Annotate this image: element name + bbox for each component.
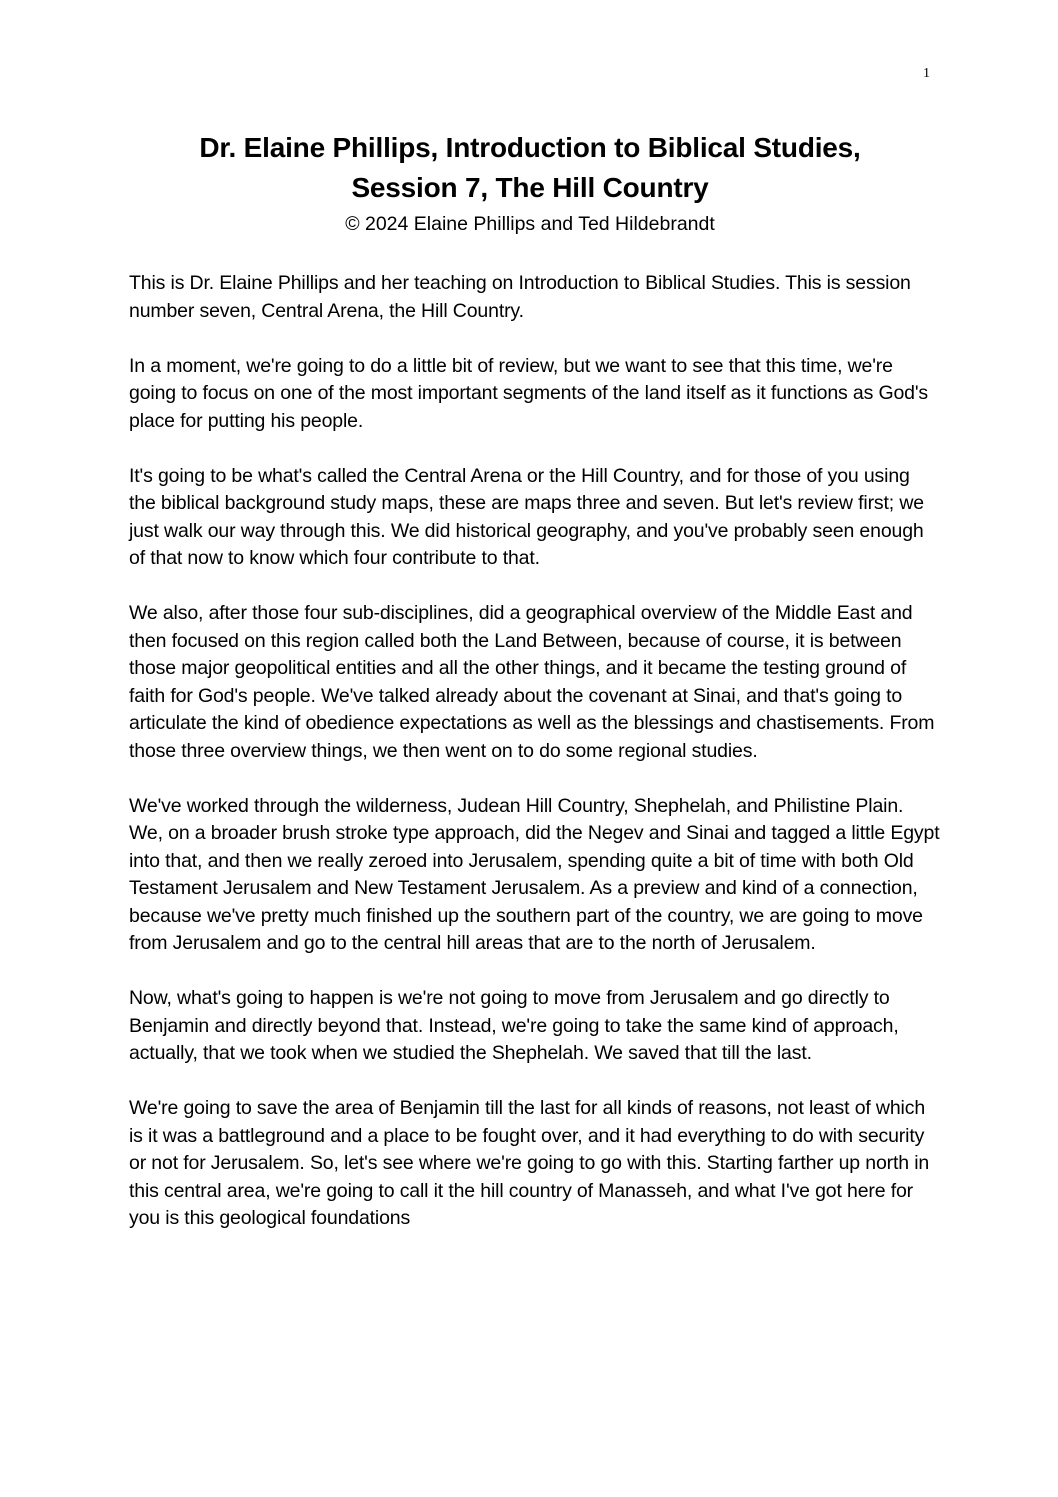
title-block bbox=[120, 128, 940, 238]
paragraph-5: We've worked through the wilderness, Judean Hill Country, Shephelah, and Philistine Plain. We, on a broader brush stroke type approach, did the Negev and Sinai and tagged a little Egypt into that, and then we really zeroed into Jerusalem, spending quite a bit of time with both Old Testament Jerusalem and New Testament Jerusalem. As a preview and kind of a connection, because we've pretty much finished up the southern part of the country, we are going to move from Jerusalem and go to the central hill areas that are to the north of Jerusalem. bbox=[129, 794, 940, 954]
copyright-line: © 2024 Elaine Phillips and Ted Hildebrandt bbox=[345, 213, 715, 235]
paragraph-6: Now, what's going to happen is we're not going to move from Jerusalem and go directly to Benjamin and directly beyond that. Instead, we're going to take the same kind of approach, actually, that we took when we studied the Shephelah. We saved that till the last. bbox=[129, 987, 899, 1064]
page-number: 1 bbox=[923, 66, 930, 81]
body-text bbox=[129, 270, 941, 1260]
paragraph-1: This is Dr. Elaine Phillips and her teaching on Introduction to Biblical Studies. This is session number seven, Central Arena, the Hill Country. bbox=[129, 272, 911, 322]
title-line-2: Session 7, The Hill Country bbox=[351, 172, 709, 203]
paragraph-3: It's going to be what's called the Central Arena or the Hill Country, and for those of you using the biblical background study maps, these are maps three and seven. But let's review first; we just walk our way through this. We did historical geography, and you've probably seen enough of that now to know which four contribute to that. bbox=[129, 464, 924, 569]
paragraph-2: In a moment, we're going to do a little bit of review, but we want to see that this time, we're going to focus on one of the most important segments of the land itself as it functions as God's place for putting his people. bbox=[129, 354, 929, 432]
paragraph-4: We also, after those four sub-disciplines, did a geographical overview of the Middle East and then focused on this region called both the Land Between, because of course, it is between those major geopolitical entities and all the other things, and it became the testing ground of faith for God's people. We've talked already about the covenant at Sinai, and that's going to articulate the kind of obedience expectations as well as the blessings and chastisements. From those three overview things, we then went on to do some regional studies. bbox=[129, 602, 935, 762]
paragraph-7: We're going to save the area of Benjamin till the last for all kinds of reasons, not least of which is it was a battleground and a place to be fought over, and it had everything to do with security or not for Jerusalem. So, let's see where we're going to go with this. Starting farther up north in this central area, we're going to call it the hill country of Manasseh, and what I've got here for you is this geological foundations bbox=[129, 1097, 930, 1229]
title-line-1: Dr. Elaine Phillips, Introduction to Biblical Studies, bbox=[199, 132, 861, 163]
